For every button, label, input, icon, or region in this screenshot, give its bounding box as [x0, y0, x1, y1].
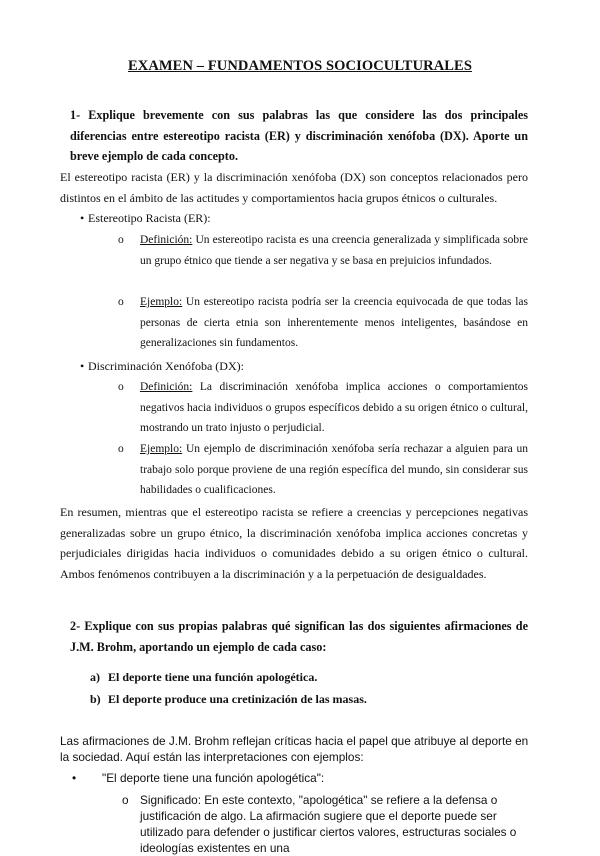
question-2-heading: 2- Explique con sus propias palabras qué significan las dos siguientes afirmaciones de J.M. Brohm, aportando un ejemplo de cada caso:	[70, 619, 528, 654]
bullet-marker: •	[72, 771, 77, 785]
dx-definition-item	[118, 377, 528, 439]
q2-item-a	[90, 668, 317, 686]
sub-bullet-marker: o	[118, 234, 124, 246]
bullet-marker: •	[80, 359, 85, 373]
sub-bullet-marker: o	[118, 296, 124, 308]
q1-intro-paragraph: El estereotipo racista (ER) y la discriminación xenófoba (DX) son conceptos relacionados pero distintos en el ámbito de las actitudes y comportamientos hacia grupos étnicos o culturales.	[60, 170, 528, 205]
dx-label: Discriminación Xenófoba (DX):	[88, 359, 244, 373]
q2-item-b	[90, 690, 367, 708]
significado-text: Significado: En este contexto, "apologética" se refiere a la defensa o justificación de algo. La afirmación sugiere que el deporte puede ser utilizado para defender o justificar ciertos valores, estructuras sociales o ideologías existentes en una	[140, 793, 517, 855]
sub-bullet-marker: o	[122, 793, 129, 807]
er-label: Estereotipo Racista (ER):	[88, 211, 211, 225]
sub-bullet-marker: o	[118, 443, 124, 455]
q2-item-a-label: a)	[90, 670, 100, 684]
dx-example-label: Ejemplo:	[140, 443, 183, 455]
dx-bullet	[80, 356, 244, 376]
question-1-heading: 1- Explique brevemente con sus palabras las que considere las dos principales diferencias entre estereotipo racista (ER) y discriminación xenófoba (DX). Aporte un breve ejemplo de cada concepto.	[70, 108, 528, 163]
exam-title: EXAMEN – FUNDAMENTOS SOCIOCULTURALES	[127, 58, 472, 74]
bullet-marker: •	[80, 211, 85, 225]
apologetica-bullet	[72, 770, 324, 786]
q2-item-b-label: b)	[90, 692, 101, 706]
er-definition-item	[118, 230, 528, 271]
q1-summary-paragraph: En resumen, mientras que el estereotipo racista se refiere a creencias y percepciones negativas generalizadas sobre un grupo étnico, la discriminación xenófoba implica acciones concretas y perjudiciales dirigidas hacia individuos o comunidades debido a su origen étnico o cultural. Ambos fenómenos contribuyen a la discriminación y a la perpetuación de desigualdades.	[60, 505, 528, 581]
er-example-text: Un estereotipo racista podría ser la creencia equivocada de que todas las personas de cierta etnia son inherentemente menos inteligentes, basándose en generalizaciones sin fundamentos.	[140, 296, 528, 349]
dx-example-text: Un ejemplo de discriminación xenófoba sería rechazar a alguien para un trabajo solo porque proviene de una región específica del mundo, sin considerar sus habilidades o cualificaciones.	[140, 443, 528, 496]
dx-definition-label: Definición:	[140, 381, 193, 393]
er-example-item	[118, 292, 528, 354]
q2-intro-paragraph: Las afirmaciones de J.M. Brohm reflejan críticas hacia el papel que atribuye al deporte en la sociedad. Aquí están las interpretaciones con ejemplos:	[60, 734, 529, 764]
q2-item-a-text: El deporte tiene una función apologética.	[108, 670, 318, 684]
apologetica-label: "El deporte tiene una función apologética":	[102, 771, 325, 785]
sub-bullet-marker: o	[118, 381, 124, 393]
er-definition-text: Un estereotipo racista es una creencia generalizada y simplificada sobre un grupo étnico que tiende a ser negativa y se basa en prejuicios infundados.	[140, 234, 528, 267]
dx-definition-text: La discriminación xenófoba implica acciones o comportamientos negativos hacia individuos o grupos específicos debido a su origen étnico o cultural, mostrando un trato injusto o perjudicial.	[140, 381, 528, 434]
er-bullet	[80, 208, 211, 228]
q2-item-b-text: El deporte produce una cretinización de las masas.	[108, 692, 367, 706]
significado-item	[122, 792, 532, 856]
dx-example-item	[118, 439, 528, 501]
er-definition-label: Definición:	[140, 234, 193, 246]
er-example-label: Ejemplo:	[140, 296, 183, 308]
